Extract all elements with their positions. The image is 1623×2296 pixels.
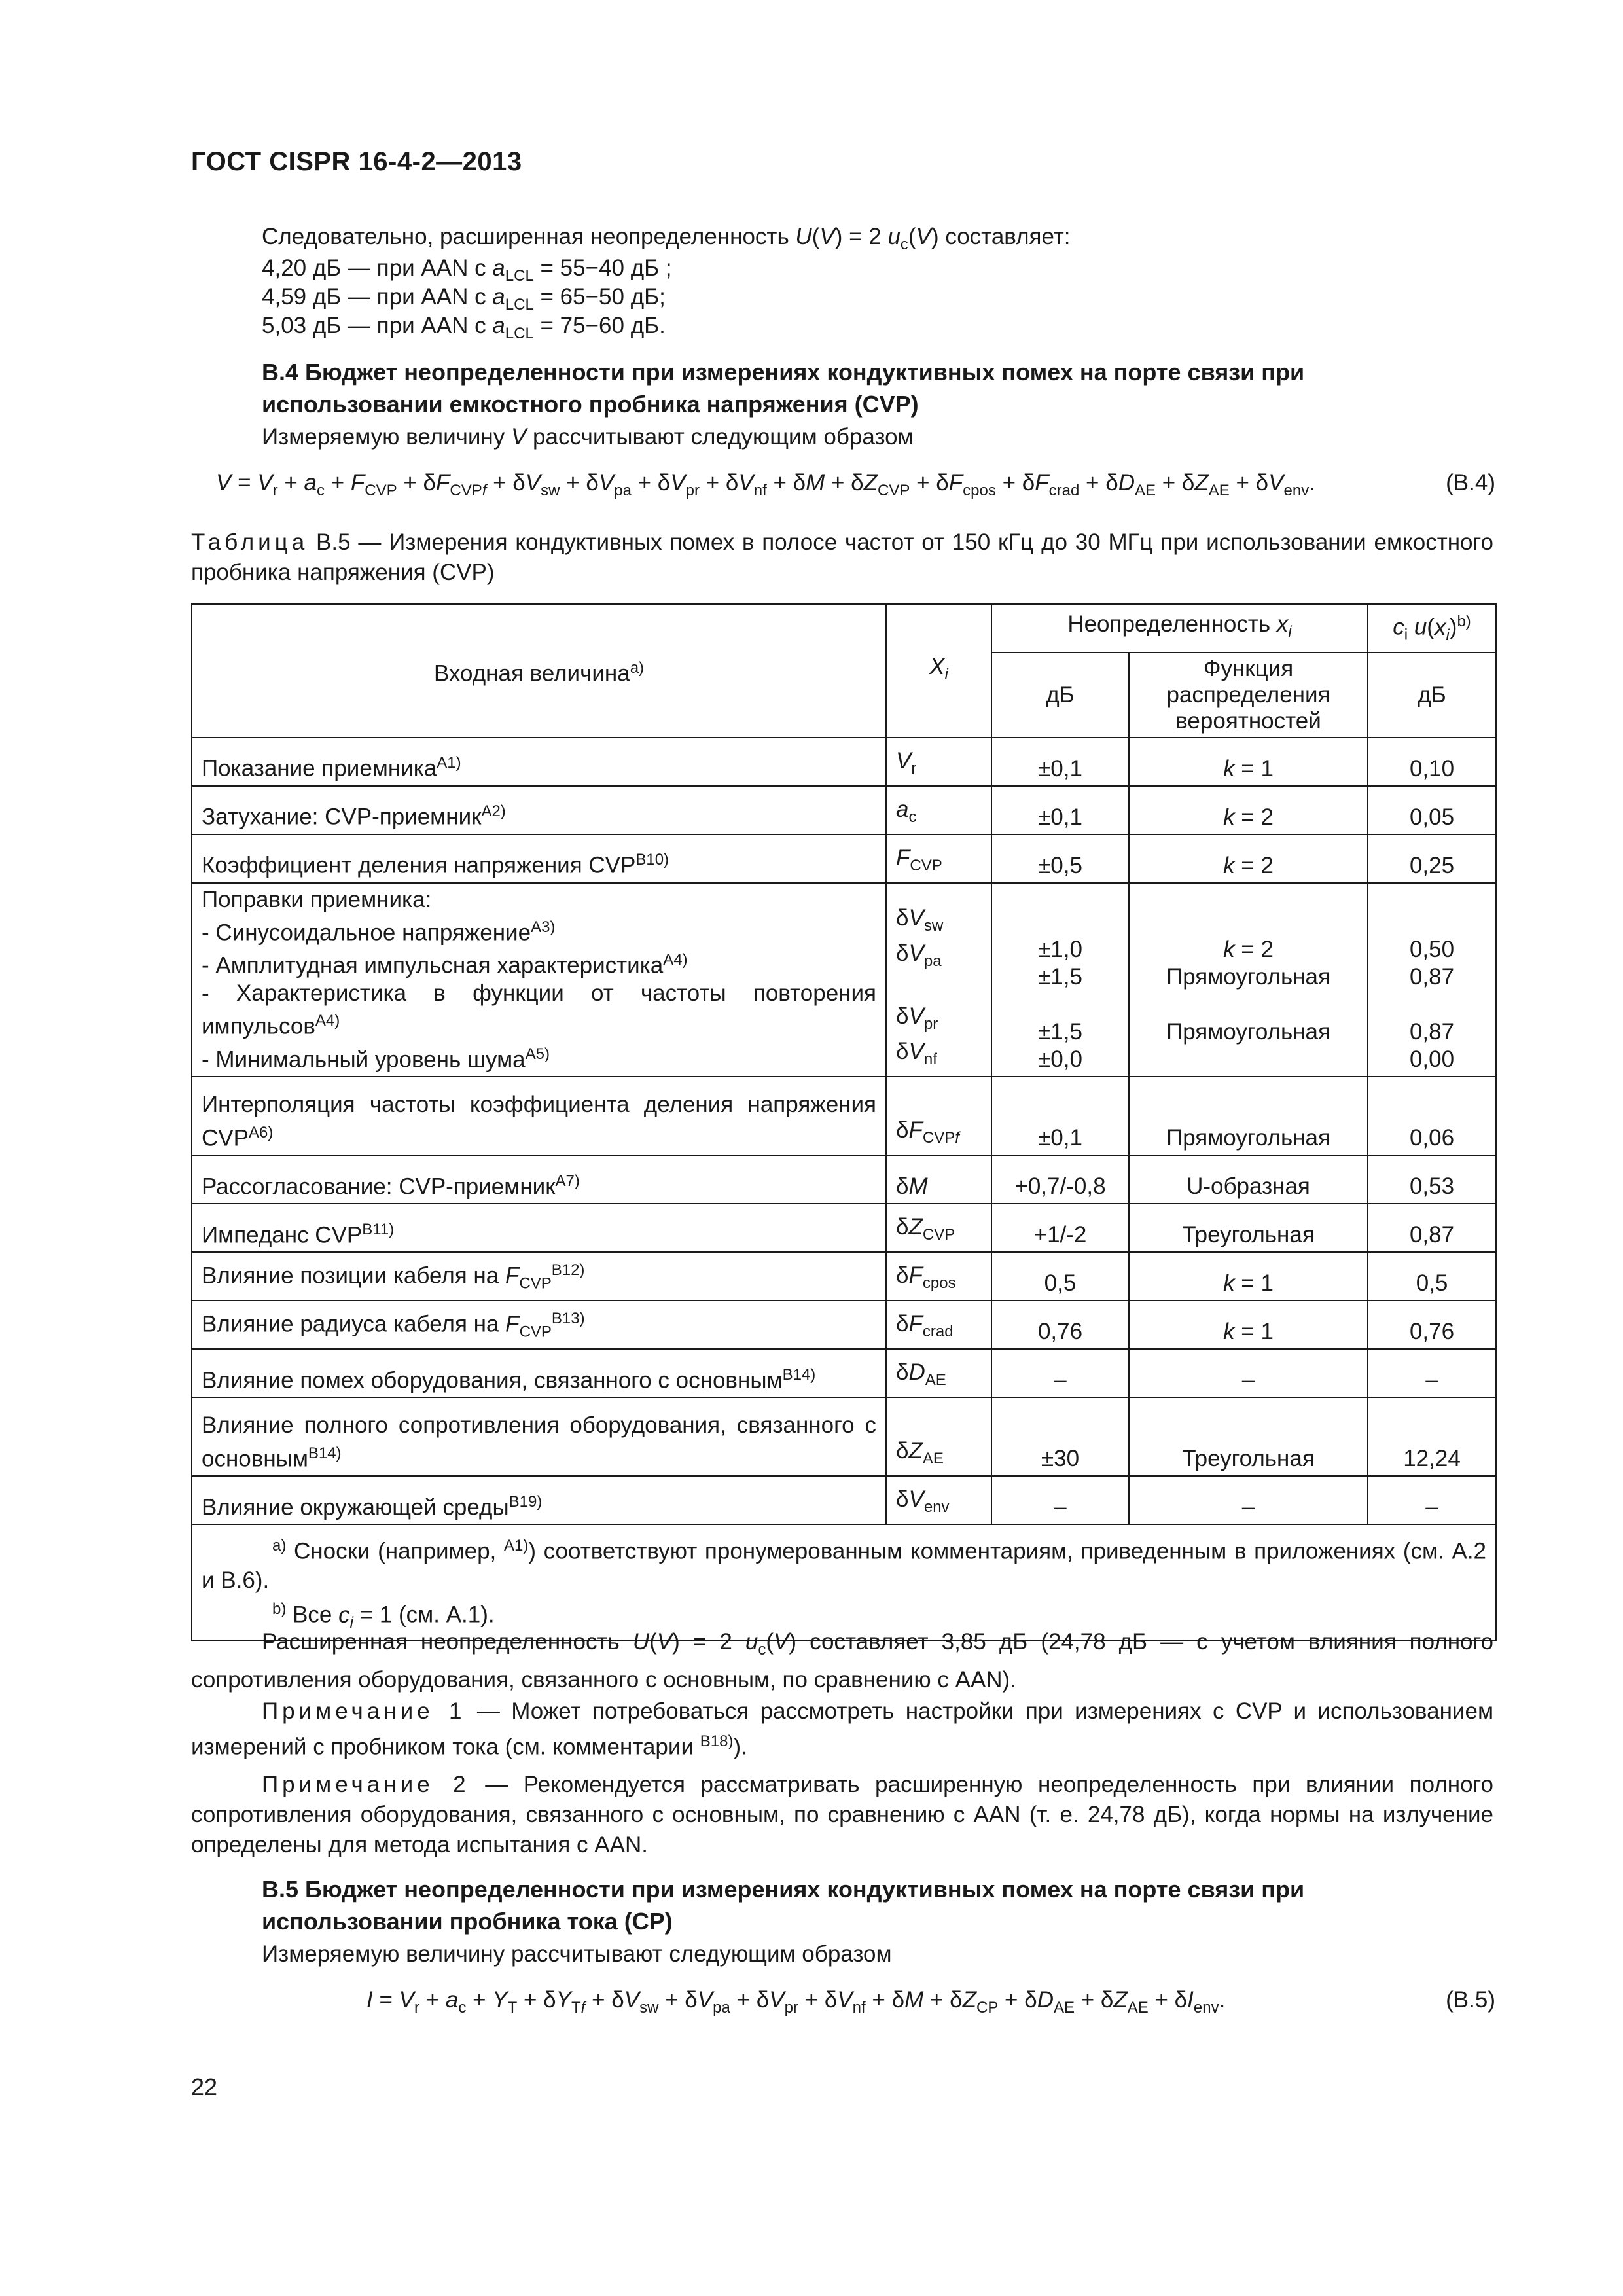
table-row: Коэффициент деления напряжения $CVP^{B10)}$ $F_{CVP}$ ±0,5 k = 2 0,25	[192, 834, 1496, 883]
header-db2: дБ	[1368, 653, 1496, 738]
table-row: Влияние помех оборудования, связанного с основным$^{B14)}$ $\delta D_{AE}$ – – –	[192, 1349, 1496, 1397]
formula-b4-number: (В.4)	[1446, 470, 1495, 495]
uncertainty-table	[191, 603, 1497, 1641]
table-row-receiver-corrections: Поправки приемника: - Синусоидальное напряжение$^{A3)}$ - Амплитудная импульсная характеристика$^{A4)}$ - Характеристика в функции от частоты повторения импульсов$^{A4)}$ - Минимальный уровень шума$^{A5)}$ $\delta V_{sw}$ $\delta V_{pa}$ $\delta V_{pr}$ $\delta V_{nf}$ ±1,0 ±1,5 ±1,5 ±0,0 k = 2 Прямоугольная Прямоугольная 0,50 0,87 0,87 0,00	[192, 883, 1496, 1077]
intro-value-3: 5,03 дБ — при AAN с $a_{LCL} = 75-60$ дБ.	[262, 313, 666, 342]
intro-value-1: 4,20 дБ — при AAN с $a_{LCL} = 55-40$ дБ ;	[262, 255, 672, 285]
note-1: Примечание 1 — Может потребоваться рассмотреть настройки при измерениях с CVP и использованием измерений с пробником тока (см. комментарии $^{B18)}$).	[191, 1698, 1494, 1760]
table-row: Импеданс $CVP^{B11)}$ $\delta Z_{CVP}$ +1/-2 Треугольная 0,87	[192, 1204, 1496, 1252]
note-2: Примечание 2 — Рекомендуется рассматривать расширенную неопределенность при влиянии полного сопротивления оборудования, связанного с основным, по сравнению с AAN (т. е. 24,78 дБ), когда нормы на излучение определены для метода испытания с AAN.	[191, 1772, 1494, 1857]
header-uncertainty: Неопределенность $x_i$	[991, 604, 1368, 653]
table-row: Интерполяция частоты коэффициента деления напряжения $CVP^{A6)}$ $\delta F_{CVPf}$ ±0,1 Прямоугольная 0,06	[192, 1077, 1496, 1155]
header-ci: $c_i$ $u(x_i)^{b)}$	[1368, 604, 1496, 653]
table-row: Влияние полного сопротивления оборудования, связанного с основным$^{B14)}$ $\delta Z_{AE}$ ±30 Треугольная 12,24	[192, 1397, 1496, 1476]
section-b4-title: В.4 Бюджет неопределенности при измерениях кондуктивных помех на порте связи при использовании емкостного пробника напряжения (CVP)	[262, 359, 1305, 418]
header-db: дБ	[991, 653, 1129, 738]
table-row: Влияние позиции кабеля на $F_{CVP}^{B12)}$ $\delta F_{cpos}$ 0,5 k = 1 0,5	[192, 1252, 1496, 1300]
section-b5-lead: Измеряемую величину рассчитывают следующим образом	[262, 1941, 892, 1967]
header-input: Входная величина$^{а)}$	[192, 604, 886, 738]
formula-b4: $V = V_r + a_c + F_{CVP} + \delta F_{CVPf} + \delta V_{sw} + \delta V_{pa} + \delta V_{pr} + \delta V_{nf} + \delta M + \delta Z_{CVP} + \delta F_{cpos} + \delta F_{crad} + \delta D_{AE} + \delta Z_{AE} + \delta V_{env}$.	[216, 470, 1315, 499]
section-b4-lead: Измеряемую величину V рассчитывают следующим образом	[262, 424, 914, 450]
table-footnotes: $^{a)}$ Сноски (например, $^{A1)}$) соответствуют пронумерованным комментариям, приведенным в приложениях (см. А.2 и В.6). $^{b)}$ Все $c_i = 1$ (см. А.1).	[192, 1524, 1496, 1640]
table-row: Влияние радиуса кабеля на $F_{CVP}^{B13)}$ $\delta F_{crad}$ 0,76 k = 1 0,76	[192, 1300, 1496, 1349]
formula-b5-number: (В.5)	[1446, 1987, 1495, 2013]
document-header: ГОСТ CISPR 16-4-2—2013	[191, 147, 522, 176]
page-number: 22	[191, 2073, 218, 2100]
table-row: Рассогласование: CVP-приемник$^{A7)}$ δM +0,7/-0,8 U-образная 0,53	[192, 1155, 1496, 1204]
table-row: Показание приемника$^{A1)}$ $V_r$ ±0,1 k = 1 0,10	[192, 738, 1496, 786]
table-row: Влияние окружающей среды$^{B19)}$ $\delta V_{env}$ – – –	[192, 1476, 1496, 1524]
table-row: Затухание: CVP-приемник$^{A2)}$ $a_c$ ±0,1 k = 2 0,05	[192, 786, 1496, 834]
intro-value-2: 4,59 дБ — при AAN с $a_{LCL} = 65-50$ дБ;	[262, 284, 666, 314]
section-b5-title: В.5 Бюджет неопределенности при измерениях кондуктивных помех на порте связи при использовании пробника тока (CP)	[262, 1876, 1305, 1935]
table-caption: Таблица В.5 — Измерения кондуктивных помех в полосе частот от 150 кГц до 30 МГц при использовании емкостного пробника напряжения (CVP)	[191, 529, 1493, 585]
formula-b5: $I = V_r + a_c + Y_T + \delta Y_{Tf} + \delta V_{sw} + \delta V_{pa} + \delta V_{pr} + \delta V_{nf} + \delta M + \delta Z_{CP} + \delta D_{AE} + \delta Z_{AE} + \delta I_{env}$.	[366, 1987, 1226, 2017]
intro-text: Следовательно, расширенная неопределенность U(V) = 2 $u_c(V)$ составляет:	[262, 224, 1071, 253]
header-distribution: Функция распределения вероятностей	[1129, 653, 1368, 738]
header-symbol: $X_i$	[886, 604, 991, 738]
expanded-uncertainty-text: Расширенная неопределенность U(V) = 2 $u_c(V)$ составляет 3,85 дБ (24,78 дБ — с учетом влияния полного сопротивления оборудования, связанного с основным, по сравнению с AAN).	[191, 1629, 1493, 1693]
